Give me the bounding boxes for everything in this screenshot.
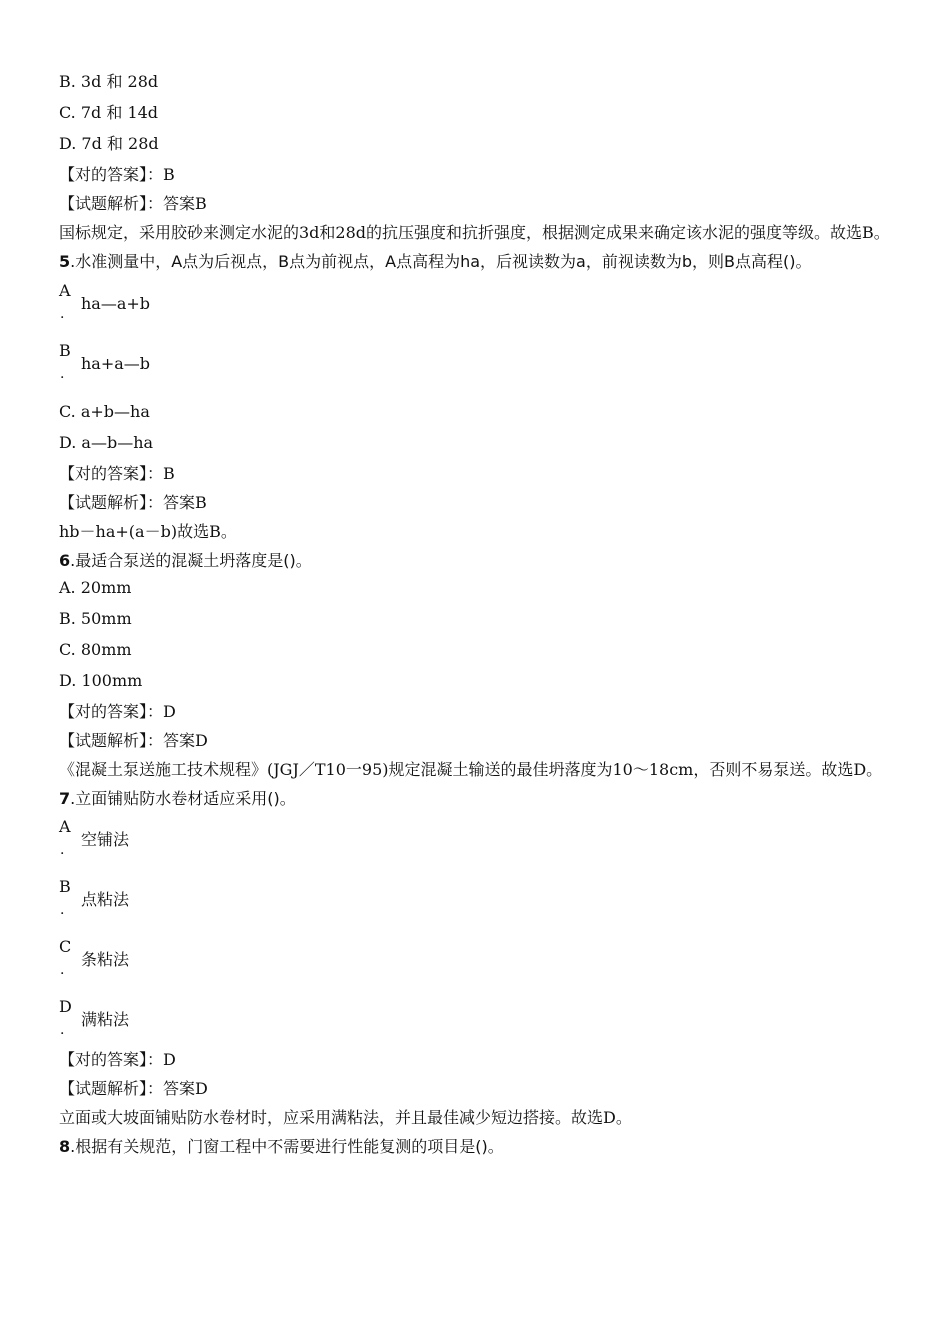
q7-option-b [59,878,894,938]
option-dot: · [60,906,65,922]
option-dot: · [60,310,65,326]
option-letter: B [59,877,71,896]
q4-explanation-text: 国标规定，采用胶砂来测定水泥的3d和28d的抗压强度和抗折强度，根据测定成果来确定该水泥的强度等级。故选B。 [59,223,890,242]
answer-label: 【对的答案】： [59,1050,164,1069]
explanation-label: 【试题解析】： [59,493,164,512]
option-text: ha—a+b [81,294,151,313]
option-letter: B [59,341,71,360]
q6-option-d: D. 100mm [59,671,143,690]
option-letter: C [59,937,72,956]
answer-value: D [163,702,176,721]
q6-explanation-text: 《混凝土泵送施工技术规程》(JGJ／T10一95)规定混凝土输送的最佳坍落度为10～18cm，否则不易泵送。故选D。 [59,760,883,779]
option-text: ha+a—b [81,354,151,373]
q6-stem [59,547,894,575]
question-text: .水准测量中，A点为后视点，B点为前视点，A点高程为ha，后视读数为a，前视读数为b，则B点高程()。 [70,252,812,271]
option-dot: · [60,1026,65,1042]
q5-option-b [59,342,894,402]
answer-value: B [163,464,175,483]
option-text: 条粘法 [81,950,130,969]
q4-answer [59,165,894,194]
option-letter: A [59,817,71,836]
option-text: 空铺法 [81,830,130,849]
q7-option-d [59,998,894,1050]
document-page [59,72,894,1161]
option-letter: A [59,281,71,300]
option-text: 满粘法 [81,1010,130,1029]
question-number: 7 [59,789,71,808]
q6-option-a: A. 20mm [59,578,132,597]
option-letter: D [59,997,72,1016]
question-number: 6 [59,551,71,570]
q7-option-a [59,818,894,878]
q8-stem [59,1133,894,1161]
answer-value: D [163,1050,176,1069]
answer-value: B [163,165,175,184]
q5-explanation-text: hb－ha+(a－b)故选B。 [59,522,237,541]
question-text: .最适合泵送的混凝土坍落度是()。 [70,551,312,570]
answer-label: 【对的答案】： [59,464,164,483]
question-text: .根据有关规范，门窗工程中不需要进行性能复测的项目是()。 [70,1137,504,1156]
q5-stem [59,248,894,276]
explanation-head: 答案B [163,493,207,512]
q6-option-c: C. 80mm [59,640,132,659]
q5-option-a [59,282,894,342]
q5-option-d: D. a—b—ha [59,433,154,452]
question-number: 5 [59,252,71,271]
q4-option-b: B. 3d 和 28d [59,72,159,91]
option-dot: · [60,846,65,862]
q4-option-c: C. 7d 和 14d [59,103,159,122]
answer-label: 【对的答案】： [59,702,164,721]
q5-option-c: C. a+b—ha [59,402,150,421]
q7-stem [59,785,894,813]
explanation-label: 【试题解析】： [59,194,164,213]
explanation-head: 答案B [163,194,207,213]
q6-answer [59,702,894,731]
explanation-label: 【试题解析】： [59,1079,164,1098]
q7-explanation-header [59,1079,894,1108]
q7-answer [59,1050,894,1079]
q6-option-b: B. 50mm [59,609,132,628]
q5-answer [59,464,894,493]
q7-option-c [59,938,894,998]
option-text: 点粘法 [81,890,130,909]
answer-label: 【对的答案】： [59,165,164,184]
question-text: .立面铺贴防水卷材适应采用()。 [70,789,296,808]
q4-option-d: D. 7d 和 28d [59,134,159,153]
explanation-head: 答案D [163,1079,208,1098]
option-dot: · [60,966,65,982]
q5-explanation-header [59,493,894,522]
explanation-label: 【试题解析】： [59,731,164,750]
option-dot: · [60,370,65,386]
question-number: 8 [59,1137,71,1156]
explanation-head: 答案D [163,731,208,750]
q7-explanation-text: 立面或大坡面铺贴防水卷材时，应采用满粘法，并且最佳减少短边搭接。故选D。 [59,1108,632,1127]
